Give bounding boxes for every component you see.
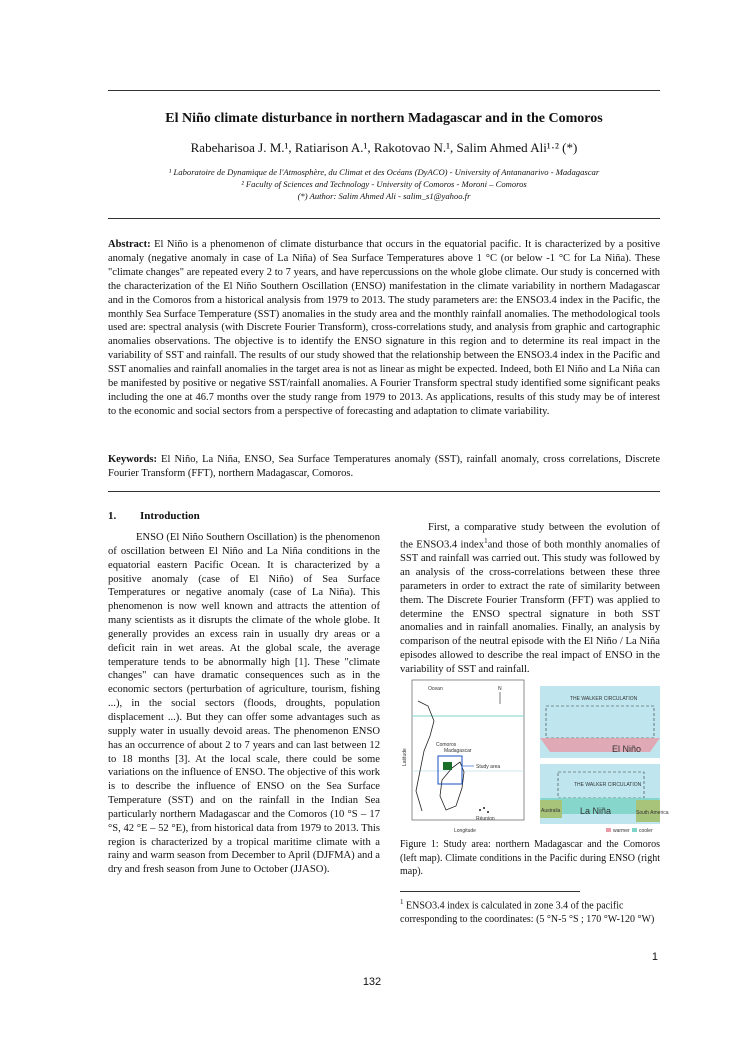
latitude-label: Latitude [402,748,408,766]
journal-page-number: 132 [362,976,382,988]
footnote-text: ENSO3.4 index is calculated in zone 3.4 of the pacific corresponding to the coordinates: (5 °N-5 °S ; 170 °W-120 °W) [400,900,655,925]
affiliation-1: ¹ Laboratoire de Dynamique de l'Atmosphère, du Climat et des Océans (DyACO) - University of Antananarivo - Madagascar [168,167,600,177]
corresponding-author: (*) Author: Salim Ahmed Ali - salim_s1@yahoo.fr [297,191,471,201]
affiliation-2: ² Faculty of Sciences and Technology - University of Comoros - Moroni – Comoros [241,179,527,189]
footnote-rule [400,891,580,892]
keywords-text: El Niño, La Niña, ENSO, Sea Surface Temperatures anomaly (SST), rainfall anomaly, cross correlations, Discrete Fourier Transform (FFT), northern Madagascar, Comoros. [108,454,660,479]
north-arrow-label: N [498,686,502,692]
longitude-label: Longitude [454,828,476,834]
abstract-text: El Niño is a phenomenon of climate disturbance that occurs in the equatorial pacific. It is characterized by a positive anomaly (negative anomaly in case of La Niña) of Sea Surface Temperatures above 1 °C (or below -1 °C for La Niña). These "climate changes" are repeated every 2 to 7 years, and have repercussions on the whole globe climate. Our study is concerned with the characterization of the El Niño Southern Oscillation (ENSO) manifestation in the climate variability in northern Madagascar and in the Comoros from a historical analysis from 1979 to 2013. The study parameters are: the ENSO3.4 index in the Pacific, the monthly Sea Surface Temperature (SST) anomalies in the study area and the monthly rainfall anomalies. The methodological tools used are: spectral analysis (with Discrete Fourier Transform), cross-correlations study, and analysis from graphic and cartographic anomalies observations. The objective is to identify the ENSO signature in this region and to determine its real impact in the variability of SST and rainfall. The results of our study showed that the relationship between the ENSO3.4 index in the Pacific and SST anomalies and rainfall anomalies in the target area is not as linear as might be expected. Indeed, both El Niño and La Niña can be manifested by positive or negative SST/rainfall anomalies. A Fourier Transform spectral study identified some significant peaks including the one at 46.7 months over the study range from 1979 to 2013. As applications, results of this study may be of interest to the economic and social sectors from a perspective of forecasting and adaptation to climate variability. [108,239,660,417]
south-america-label: South America [636,810,669,816]
page-number: 1 [651,951,658,963]
footnote-mark: 1 [400,898,404,906]
section-heading [108,510,200,522]
figure-caption: Figure 1: Study area: northern Madagascar and the Comoros (left map). Climate conditions in the Pacific during ENSO (right map). [400,839,660,877]
comoros-label: Comoros [436,742,457,748]
keywords [108,453,660,481]
author-list: Rabeharisoa J. M.¹, Ratiarison A.¹, Rakotovao N.¹, Salim Ahmed Ali¹·² (*) [190,140,578,155]
abstract-label: Abstract: [108,239,151,250]
intro-right-part2: and those of both monthly anomalies of SST and rainfall was carried out. This study was followed by an analysis of the cross-correlations between these three parameters in order to extract the rate of similarity between them. The Discrete Fourier Transform (FFT) was applied to determine the ENSO spectral signature in both SST anomalies and in rainfall anomalies. Finally, an analysis by comparison of the neutral episode with the El Niño / La Niña episodes allowed to describe the real impact of ENSO in the variability of SST and rainfall. [400,539,660,675]
top-rule [108,90,660,91]
ocean-label: Ocean [428,686,443,692]
intro-paragraph-right [400,521,660,677]
enso-diagram [540,686,669,836]
intro-right-part1: First, a comparative study between the evolution of the ENSO3.4 index [400,522,660,551]
keywords-label: Keywords: [108,454,157,465]
abstract [108,238,660,419]
el-nino-label: El Niño [612,744,642,754]
australia-label: Australia [541,808,561,814]
reunion-label: Réunion [476,816,495,822]
walker-label-top: THE WALKER CIRCULATION [570,696,638,702]
header-rule [108,218,660,219]
la-nina-label: La Niña [580,806,612,816]
madagascar-label: Madagascar [444,748,472,754]
footnote [400,896,660,927]
intro-paragraph-left: ENSO (El Niño Southern Oscillation) is the phenomenon of oscillation between El Niño and La Niña conditions in the equatorial eastern Pacific Ocean. It is characterized by a positive anomaly (case of El Niño) of Sea Surface Temperatures or negative anomaly (case of La Niña). This phenomenon is now well known and attracts the attention of many scientists as it disrupts the climate of the whole globe. It generally provides an excess rain in usually dry areas or a deficit rain in wet areas. At the global scale, the average temperature tends to be abnormally high [1]. These "climate changes" can have dramatic consequences such as in the economic sectors (perturbation of agriculture, tourism, fishing ...), in the social sectors (floods, droughts, population displacement ...). But they can offer some advantages such as supply water in usually devoid areas. The phenomenon ENSO has an occurrence of about 2 to 7 years and can last between 12 to 18 months [3]. At the local scale, there could be some variations on the influence of ENSO. The objective of this work is to describe the influence of ENSO on the Sea Surface Temperature (SST) and on the rainfall in the Indian Sea particularly northern Madagascar and the Comoros (10 °S – 17 °S, 42 °E – 52 °E), from historical data from 1979 to 2013. This region is characterized by a tropical maritime climate with a rainy and warm season from December to April (DJFMA) and a dry and fresh season from June to October (JJASO). [108,532,380,876]
warmer-legend: warmer [613,828,630,834]
study-area-map [400,676,528,836]
study-area-label: Study area [476,764,501,770]
figure-1 [400,676,669,836]
paper-title: El Niño climate disturbance in northern Madagascar and in the Comoros [165,111,603,126]
cooler-legend: cooler [639,828,653,834]
section-title: Introduction [140,510,200,522]
section-rule [108,491,660,492]
walker-label-bottom: THE WALKER CIRCULATION [574,782,642,788]
footnote-ref: 1 [484,536,488,545]
section-number: 1. [108,510,117,522]
